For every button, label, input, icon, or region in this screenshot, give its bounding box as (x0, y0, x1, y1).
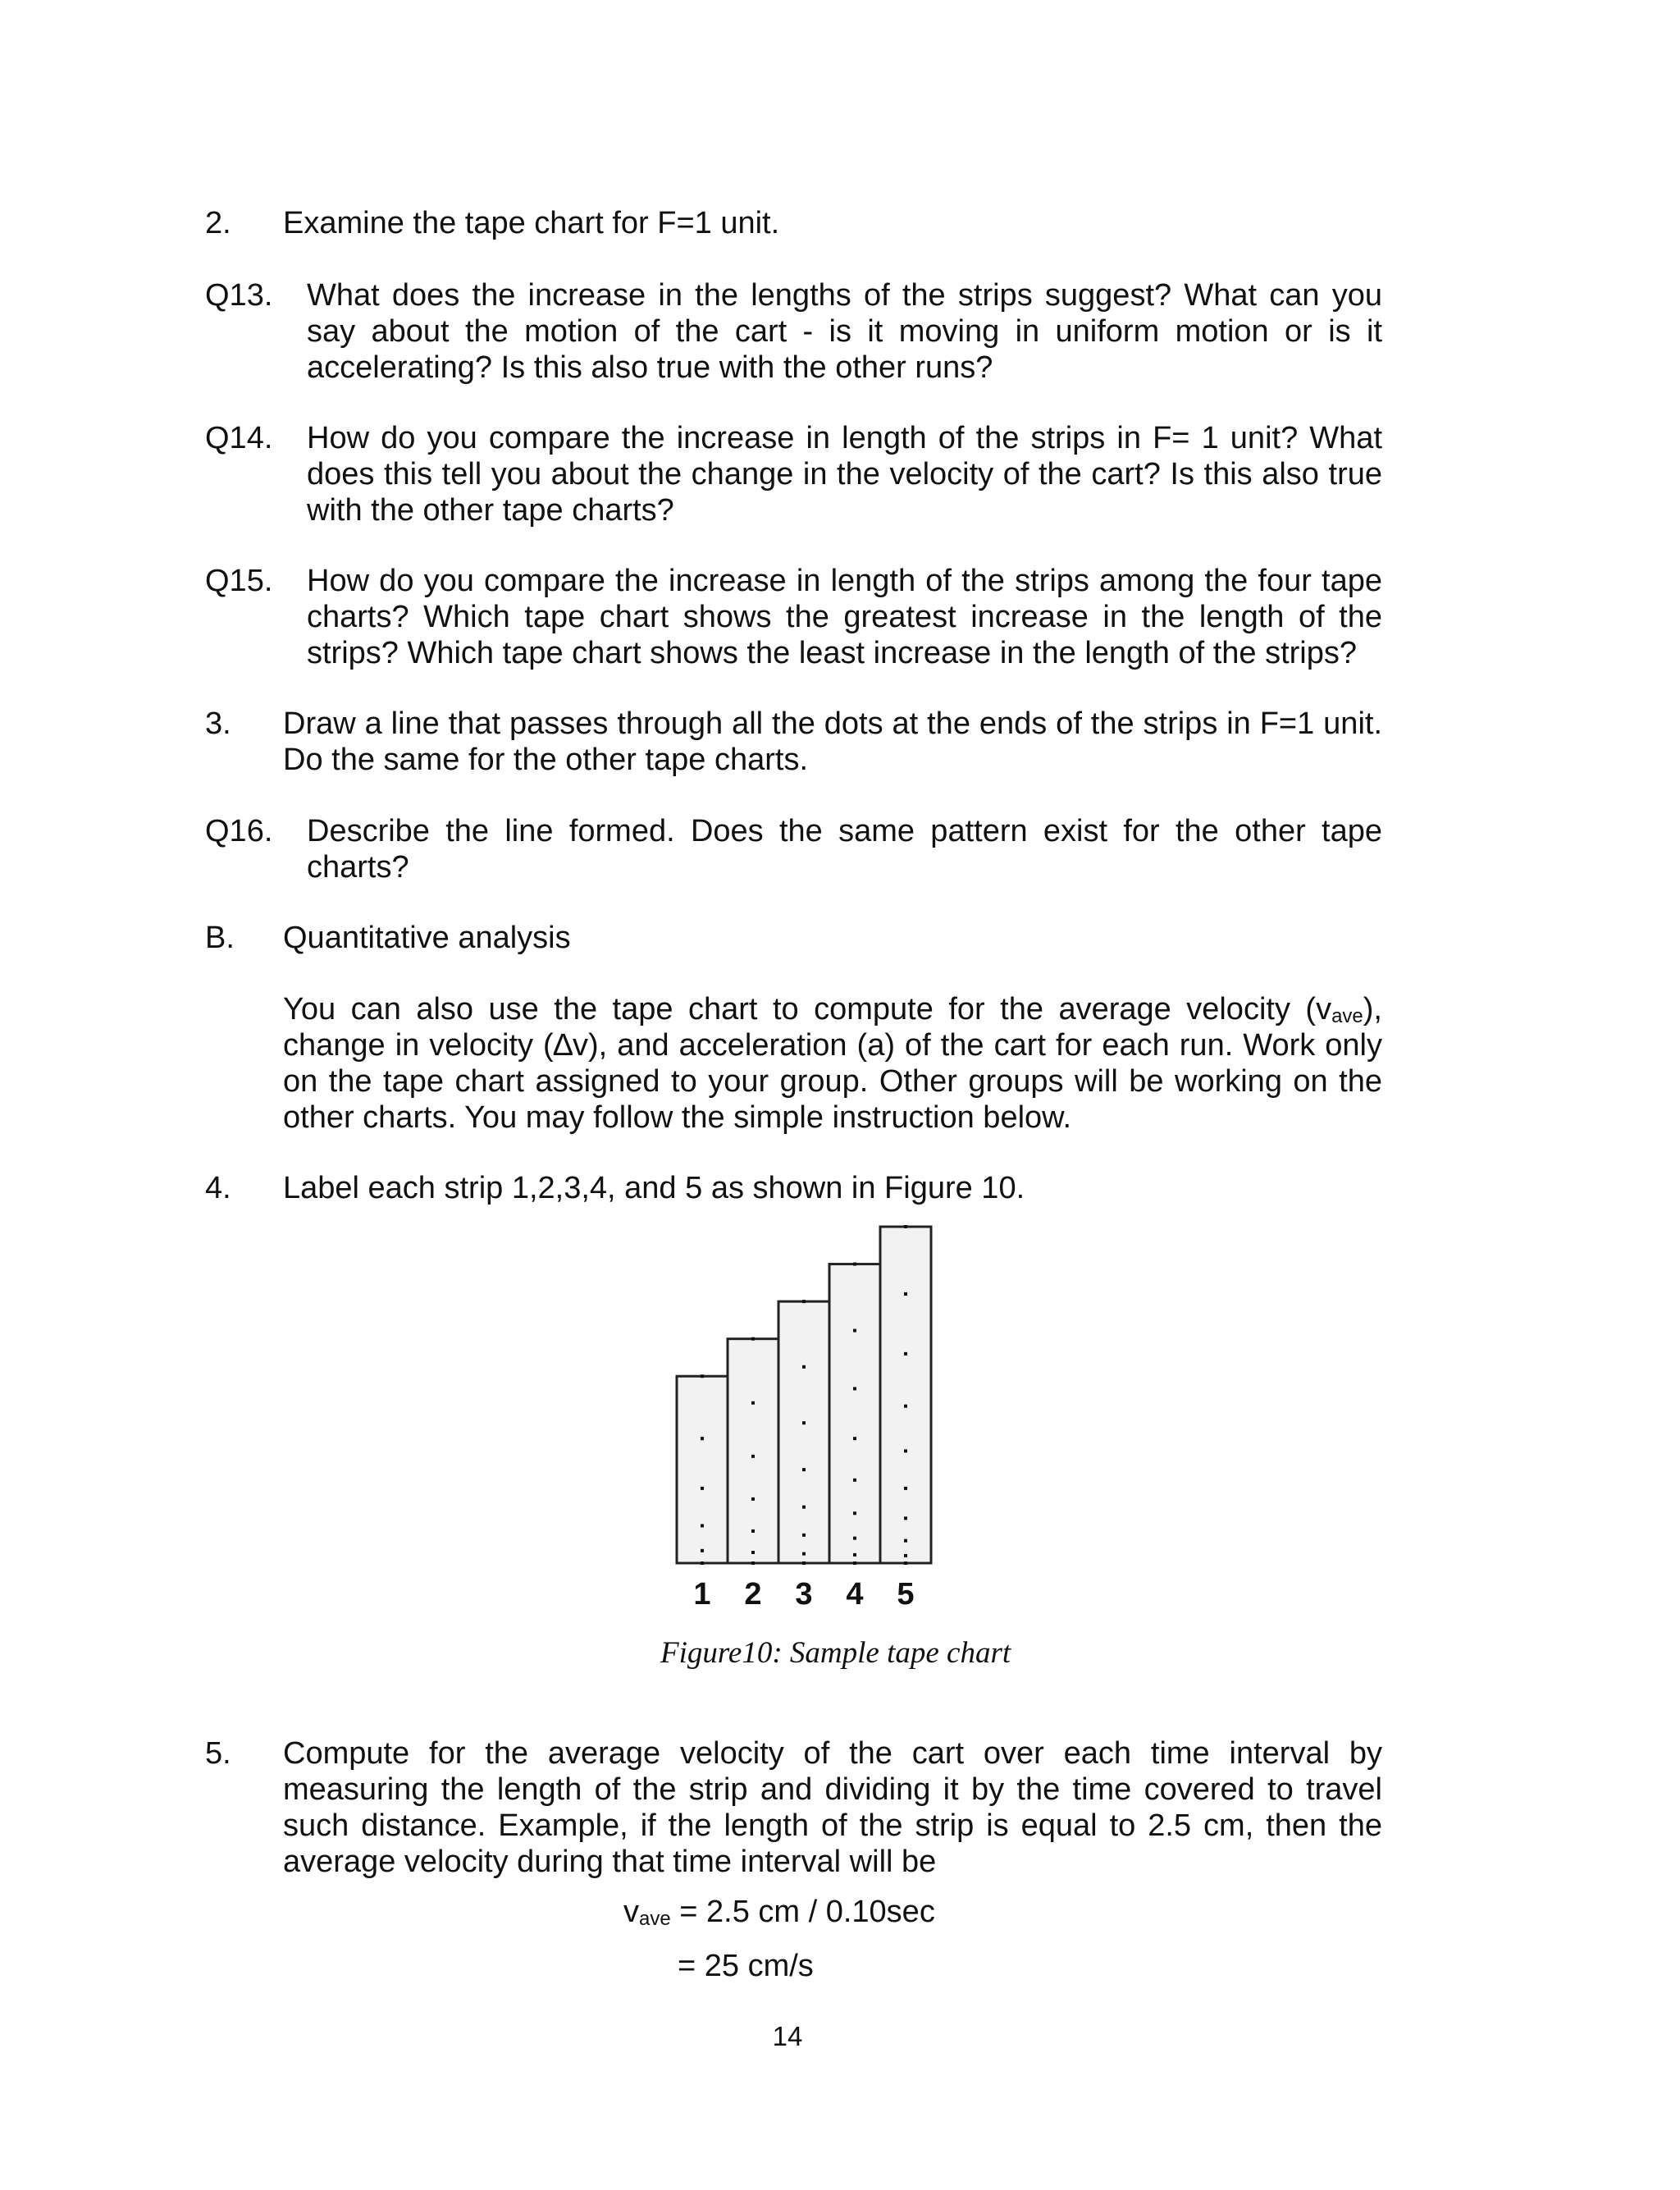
tape-dot (853, 1537, 856, 1540)
question-q16 (205, 813, 1382, 885)
tape-dot (751, 1561, 755, 1565)
question-q15 (205, 563, 1382, 671)
step-text: Draw a line that passes through all the dots at the ends of the strips in F=1 unit. Do the same for the other tape charts. (283, 706, 1382, 777)
tape-chart-figure (673, 1223, 943, 1616)
tape-dot (904, 1561, 907, 1565)
tape-dot (802, 1534, 806, 1537)
tape-strip-4 (829, 1264, 880, 1563)
tape-dot (904, 1487, 907, 1490)
tape-dot (904, 1539, 907, 1543)
step-2 (205, 205, 1382, 241)
equation-line-2: = 25 cm/s (678, 1949, 814, 1983)
tape-dot (853, 1553, 856, 1557)
tape-dot (701, 1524, 704, 1527)
tape-dot (802, 1468, 806, 1471)
question-text: How do you compare the increase in length of the strips among the four tape charts? Which tape chart shows the greatest increase in the length of the strips? Which tape chart shows the least increase in the length of the strips? (307, 564, 1382, 670)
tape-dot (904, 1352, 907, 1356)
tape-dot (802, 1506, 806, 1509)
question-q14 (205, 420, 1382, 528)
tape-dot (751, 1455, 755, 1458)
equation-line-1: $v_{ave} = 2.5$ cm / 0.10sec (623, 1895, 935, 1930)
tape-dot (802, 1421, 806, 1424)
section-title: Quantitative analysis (283, 921, 571, 955)
step-text: Label each strip 1,2,3,4, and 5 as shown in Figure 10. (283, 1171, 1025, 1205)
step-label: 4. (205, 1171, 231, 1205)
figure-caption: Figure10: Sample tape chart (660, 1636, 1011, 1670)
question-text: Describe the line formed. Does the same pattern exist for the other tape charts? (307, 814, 1382, 885)
tape-dot (751, 1529, 755, 1533)
tape-dot (701, 1437, 704, 1440)
tape-dot (701, 1561, 704, 1565)
tape-strip-1 (677, 1376, 728, 1563)
tape-dot (853, 1387, 856, 1390)
question-text: What does the increase in the lengths of the strips suggest? What can you say about the motion of the cart - is it moving in uniform motion or is it accelerating? Is this also true with the other runs? (307, 278, 1382, 385)
section-label: B. (205, 921, 235, 955)
tape-strip-3 (778, 1301, 829, 1563)
tape-dot (701, 1374, 704, 1378)
tape-dot (853, 1479, 856, 1482)
tape-dot (853, 1511, 856, 1515)
quantitative-paragraph (205, 991, 1382, 1136)
tape-dot (802, 1561, 806, 1565)
tape-dot (853, 1263, 856, 1266)
strip-label-4: 4 (846, 1577, 864, 1612)
step-label: 3. (205, 706, 231, 741)
strip-label-3: 3 (795, 1577, 813, 1612)
question-q13 (205, 277, 1382, 386)
tape-dot (904, 1554, 907, 1557)
tape-dot (853, 1561, 856, 1565)
tape-dot (853, 1329, 856, 1333)
strip-label-2: 2 (744, 1577, 762, 1612)
question-label: Q14. (205, 421, 273, 455)
tape-dot (802, 1365, 806, 1369)
section-b (205, 920, 1382, 956)
tape-dot (802, 1552, 806, 1556)
strip-label-5: 5 (897, 1577, 915, 1612)
tape-dot (802, 1300, 806, 1303)
step-label: 2. (205, 206, 231, 240)
question-label: Q13. (205, 278, 273, 313)
tape-dot (853, 1437, 856, 1440)
tape-dot (751, 1497, 755, 1501)
tape-dot (701, 1549, 704, 1552)
tape-dot (751, 1401, 755, 1405)
tape-dot (904, 1225, 907, 1228)
step-5 (205, 1735, 1382, 1880)
tape-dot (904, 1292, 907, 1296)
question-label: Q16. (205, 814, 273, 848)
question-text: How do you compare the increase in length of the strips in F= 1 unit? What does this tell you about the change in the velocity of the cart? Is this also true with the other tape charts? (307, 421, 1382, 528)
tape-strip-5 (880, 1227, 931, 1563)
step-4 (205, 1170, 1382, 1206)
tape-dot (904, 1449, 907, 1452)
tape-dot (701, 1487, 704, 1490)
tape-dot (751, 1337, 755, 1341)
tape-dot (751, 1551, 755, 1554)
step-label: 5. (205, 1736, 231, 1771)
tape-dot (904, 1405, 907, 1408)
question-label: Q15. (205, 564, 273, 598)
tape-dot (904, 1516, 907, 1520)
strip-label-1: 1 (693, 1577, 711, 1612)
step-text: Compute for the average velocity of the cart over each time interval by measuring the length of the strip and dividing it by the time covered to travel such distance. Example, if the length of the strip is equal to 2.5 cm, then the average velocity during that time interval will be (283, 1736, 1382, 1879)
step-3 (205, 706, 1382, 778)
step-text: Examine the tape chart for F=1 unit. (283, 206, 780, 240)
page-number: 14 (772, 2021, 803, 2051)
paragraph-text: You can also use the tape chart to compute for the average velocity $(v_{ave})$, change in velocity (∆v), and acceleration (a) of the cart for each run. Work only on the tape chart assigned to your group. Other groups will be working on the other charts. You may follow the simple instruction below. (283, 992, 1382, 1135)
